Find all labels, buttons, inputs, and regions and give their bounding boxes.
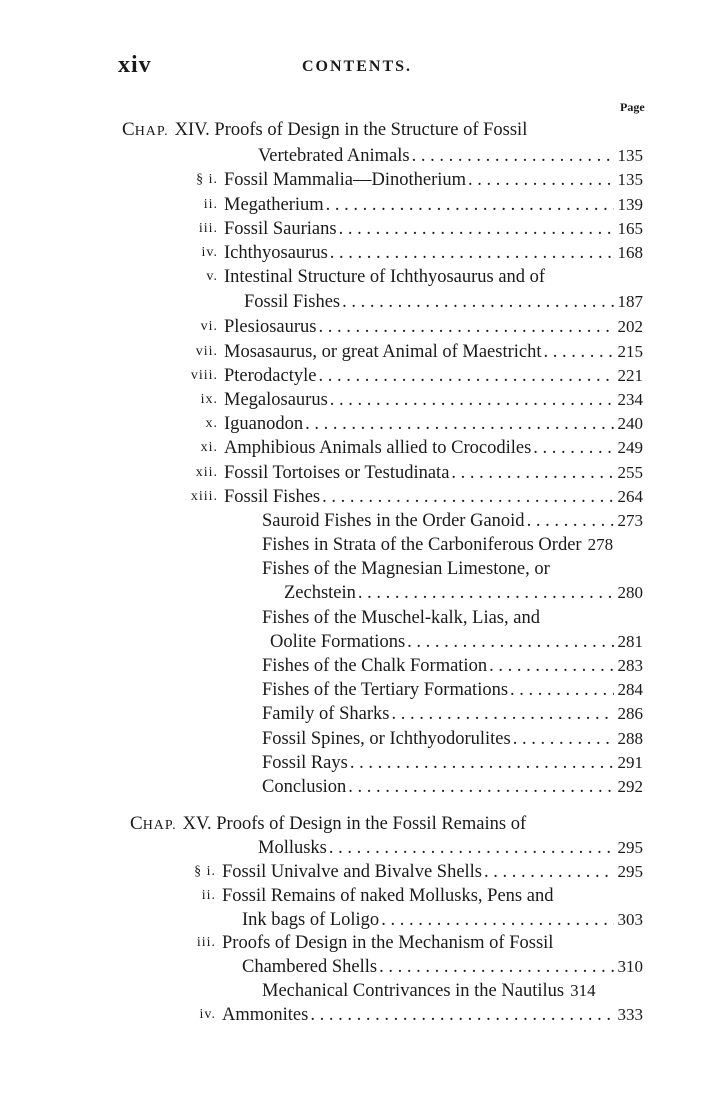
chapter-heading xyxy=(122,118,608,142)
toc-entry: Iguanodon . . . 240 xyxy=(224,412,643,436)
section-number: iii. xyxy=(198,221,218,236)
toc-entry: Mosasaurus, or great Animal of Maestricht . . . 215 xyxy=(224,340,643,364)
chapter-label: CHAP. xyxy=(122,119,169,140)
chapter-heading xyxy=(130,812,608,836)
chapter-title: XV. Proofs of Design in the Fossil Remains of xyxy=(182,814,527,834)
section-number: ii. xyxy=(203,197,218,212)
toc-subentry: Fishes of the Muschel-kalk, Lias, and xyxy=(262,608,540,628)
toc-subentry: Fishes in Strata of the Carboniferous Order 278 xyxy=(262,535,614,555)
toc-entry: Plesiosaurus . . . 202 xyxy=(224,315,643,339)
chapter-label: CHAP. xyxy=(130,813,177,834)
running-head: CONTENTS. xyxy=(301,58,413,75)
toc-subentry: Fossil Rays . . . 291 xyxy=(262,751,643,775)
section-number: viii. xyxy=(190,368,218,383)
toc-subentry: Conclusion . . . 292 xyxy=(262,775,643,799)
toc-entry: Megatherium . . . 139 xyxy=(224,193,643,217)
toc-entry: Fossil Remains of naked Mollusks, Pens and xyxy=(222,886,554,906)
toc-entry: Chambered Shells . . . 310 xyxy=(242,955,643,979)
toc-subentry: Fossil Spines, or Ichthyodorulites . . . 288 xyxy=(262,727,643,751)
section-number: iv. xyxy=(199,1007,216,1022)
section-number: vii. xyxy=(195,344,218,359)
toc-entry: Amphibious Animals allied to Crocodiles . . . 249 xyxy=(224,436,643,460)
toc-entry: Proofs of Design in the Mechanism of Fossil xyxy=(222,933,554,953)
toc-subentry: Fishes of the Tertiary Formations . . . 284 xyxy=(262,678,643,702)
toc-entry: Vertebrated Animals . . . 135 xyxy=(258,144,643,168)
toc-entry: Mollusks . . . 295 xyxy=(258,836,643,860)
toc-subentry: Mechanical Contrivances in the Nautilus 314 xyxy=(262,981,596,1001)
section-number: xiii. xyxy=(190,489,218,504)
toc-subentry: Sauroid Fishes in the Order Ganoid . . . 273 xyxy=(262,509,643,533)
toc-subentry: Fishes of the Magnesian Limestone, or xyxy=(262,559,550,579)
toc-subentry: Family of Sharks . . . 286 xyxy=(262,702,643,726)
section-number: x. xyxy=(205,416,218,431)
toc-entry: Fossil Tortoises or Testudinata . . . 255 xyxy=(224,461,643,485)
section-number: xii. xyxy=(195,465,218,480)
toc-entry: Megalosaurus . . . 234 xyxy=(224,388,643,412)
toc-entry: Pterodactyle . . . 221 xyxy=(224,364,643,388)
section-number: ii. xyxy=(201,888,216,903)
section-number: § i. xyxy=(194,864,216,879)
section-number: ix. xyxy=(200,392,218,407)
section-number: v. xyxy=(206,269,218,284)
page-number: xiv xyxy=(118,52,152,78)
section-number: xi. xyxy=(200,440,218,455)
chapter-title: XIV. Proofs of Design in the Structure of Fossil xyxy=(174,120,528,140)
section-number: iv. xyxy=(201,245,218,260)
toc-entry: Fossil Univalve and Bivalve Shells . . . 295 xyxy=(222,860,643,884)
toc-subentry: Fishes of the Chalk Formation . . . 283 xyxy=(262,654,643,678)
toc-subentry: Oolite Formations . . . 281 xyxy=(270,630,643,654)
toc-subentry: Zechstein . . . 280 xyxy=(284,581,643,605)
section-number: § i. xyxy=(196,172,218,187)
toc-entry: Ink bags of Loligo . . . 303 xyxy=(242,908,643,932)
toc-entry: Fossil Mammalia—Dinotherium . . . 135 xyxy=(224,168,643,192)
section-number: iii. xyxy=(196,935,216,950)
toc-entry: Ammonites . . . 333 xyxy=(222,1003,643,1027)
toc-entry: Fossil Fishes . . . 264 xyxy=(224,485,643,509)
toc-entry: Intestinal Structure of Ichthyosaurus and of xyxy=(224,267,546,287)
toc-entry: Fossil Fishes . . . 187 xyxy=(244,290,643,314)
page-column-label: Page xyxy=(620,100,645,114)
toc-entry: Fossil Saurians . . . 165 xyxy=(224,217,643,241)
section-number: vi. xyxy=(200,319,218,334)
toc-entry: Ichthyosaurus . . . 168 xyxy=(224,241,643,265)
